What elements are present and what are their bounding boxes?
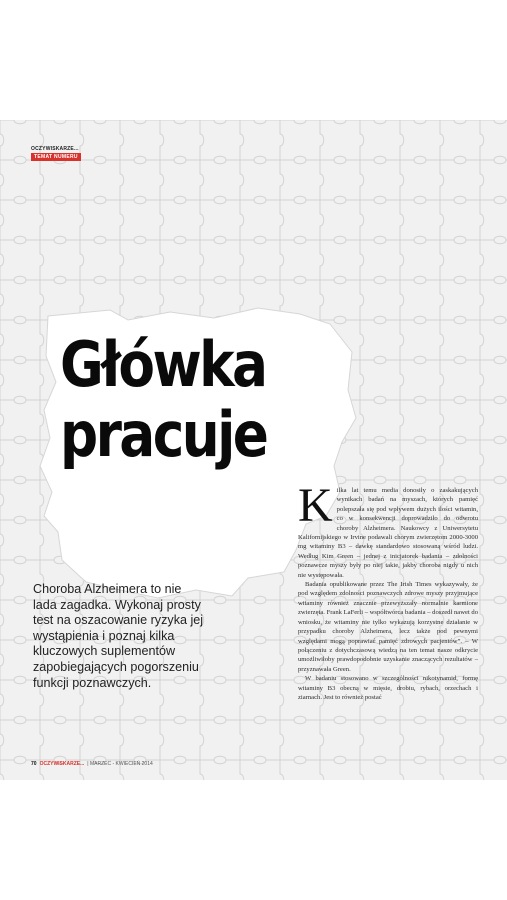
article-title xyxy=(60,330,266,470)
lead-paragraph: Choroba Alzheimera to nie lada zagadka. Wykonaj prosty test na oszacowanie ryzyka jej wystąpienia i poznaj kilka kluczowych suplementów zapobiegających pogorszeniu funkcji poznawczych. xyxy=(33,582,204,690)
page-footer xyxy=(31,761,153,767)
page-number: 70 xyxy=(31,761,37,767)
section-label: OCZYWISKARZE... xyxy=(31,146,79,152)
drop-cap: K xyxy=(298,479,333,532)
magazine-name: OCZYWISKARZE... xyxy=(39,761,85,767)
section-header xyxy=(31,146,81,161)
article-body xyxy=(298,479,478,702)
topic-badge: TEMAT NUMERU xyxy=(31,153,81,161)
title-line-2: pracuje xyxy=(60,398,267,471)
title-line-1: Główka xyxy=(60,328,266,401)
article-paragraph: ilka lat temu media donosiły o zaskakujących wynikach badań na myszach, których pamięć polepszała się pod wpływem dużych ilości witamin, co w konsekwencji doprowadziło do odwrotu choroby Alzheimera. Naukowcy z Uniwersytetu Kalifornijskiego w Irvine podawali chorym zwierzętom 2000-3000 mg witaminy B3 – dawkę standardowo stosowaną wśród ludzi. Według Kim Green – jednej z inicjatorek badania – zdolności poznawcze myszy były po niej takie, jakby choroba nigdy u nich nie występowała. xyxy=(298,487,478,579)
article-paragraph: Badania opublikowane przez The Irish Times wykazywały, że pod względem zdolności poznawczych zdrowe myszy przyjmujące witaminy również znacznie przewyższały normalnie karmione zwierzęta. Frank LaFerli – współtwórca badania – doszedł nawet do wniosku, że witaminy nie tylko wykazują korzystne działanie w przypadku choroby Alzheimera, lecz także pod pewnymi względami mogą poprawiać pamięć zdrowych pacjentów”. – W połączeniu z dotychczasową wiedzą na ten temat nasze odkrycie umożliwiłoby prawdopodobnie uzyskanie znaczących rezultatów – przyznawała Green. xyxy=(298,581,478,673)
article-paragraph: W badaniu stosowano w szczególności nikotynamid, formę witaminy B3 obecną w mięsie, drobiu, rybach, orzechach i ziarnach. Jest to również postać xyxy=(298,675,478,701)
issue-date: | MARZEC - KWIECIEŃ 2014 xyxy=(87,761,153,767)
